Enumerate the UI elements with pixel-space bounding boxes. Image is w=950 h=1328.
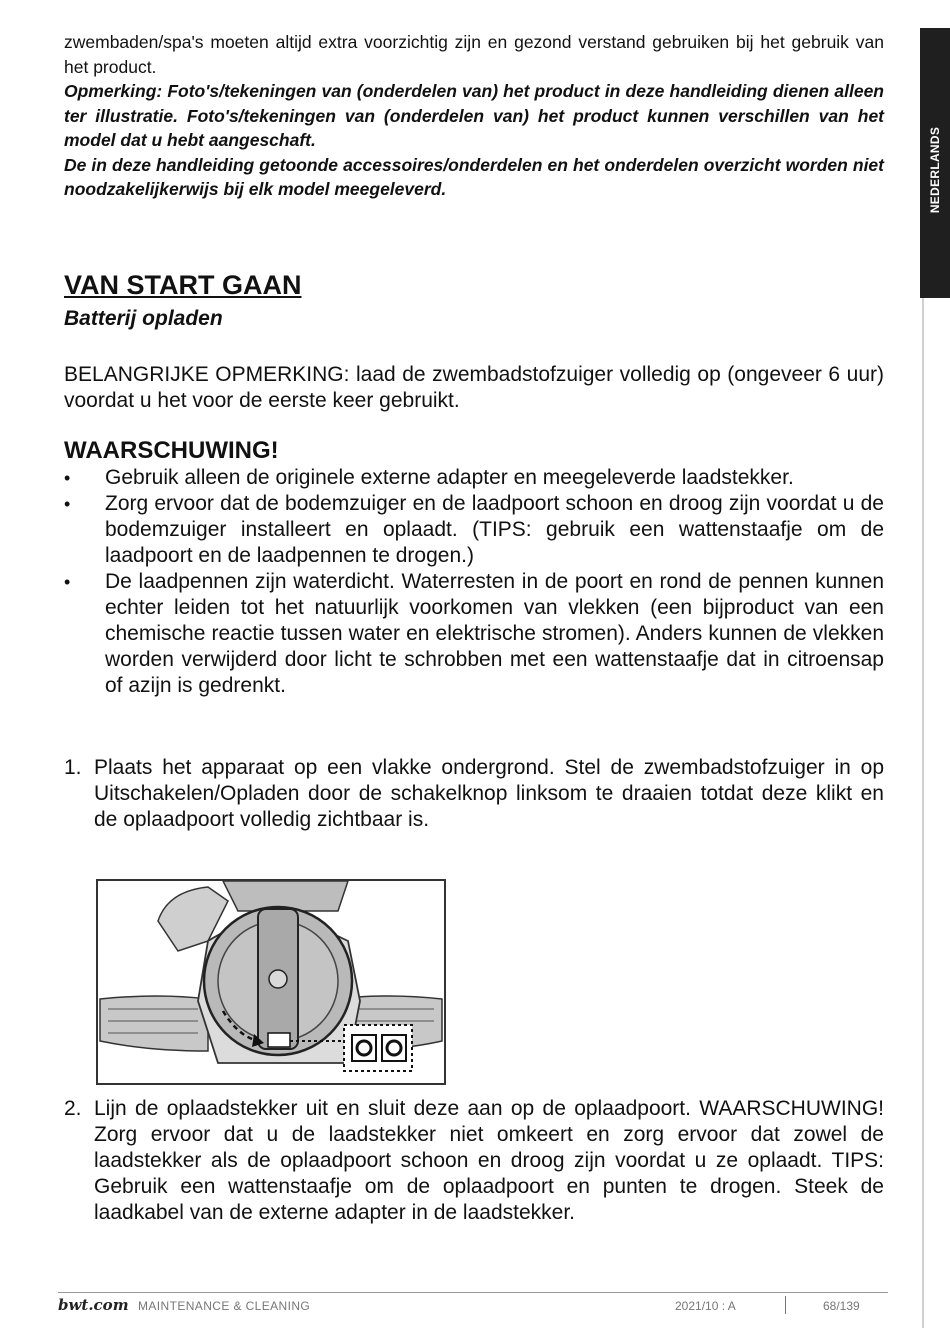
step-text: Plaats het apparaat op een vlakke ondergrond. Stel de zwembadstofzuiger in op Uitschakelen/Opladen door de schakelknop linksom te draaien totdat deze klikt en de oplaadpoort volledig zichtbaar is. bbox=[94, 756, 884, 831]
step-number: 1. bbox=[64, 756, 82, 779]
step-item bbox=[64, 1096, 884, 1226]
bullet-icon: • bbox=[64, 468, 71, 488]
language-tab-label: NEDERLANDS bbox=[928, 126, 942, 214]
intro-text: zwembaden/spa's moeten altijd extra voorzichtig zijn en gezond verstand gebruiken bij het gebruik van het product. bbox=[64, 32, 884, 77]
step-list-1 bbox=[64, 755, 884, 833]
warning-item-text: Gebruik alleen de originele externe adapter en meegeleverde laadstekker. bbox=[105, 466, 794, 489]
warning-item-text: De laadpennen zijn waterdicht. Waterresten in de poort en rond de pennen kunnen echter leiden tot het natuurlijk voorkomen van vlekken (een bijproduct van een chemische reactie tussen water en elektrische stromen). Anders kunnen de vlekken worden verwijderd door licht te schrobben met een wattenstaafje dat in citroensap of azijn is gedrenkt. bbox=[105, 570, 884, 697]
bullet-icon: • bbox=[64, 494, 71, 514]
step-text: Lijn de oplaadstekker uit en sluit deze aan op de oplaadpoort. WAARSCHUWING! Zorg ervoor dat u de laadstekker niet omkeert en zorg ervoor dat zowel de laadstekker als de oplaadpoort schoon en droog zijn voordat u ze oplaadt. TIPS: Gebruik een wattenstaafje om de oplaadpoort en punten te drogen. Steek de laadkabel van de externe adapter in de laadstekker. bbox=[94, 1097, 884, 1224]
step-item bbox=[64, 755, 884, 833]
footer-section: MAINTENANCE & CLEANING bbox=[138, 1299, 311, 1313]
step-list-2 bbox=[64, 1096, 884, 1226]
brand-logo: bwt.com bbox=[58, 1296, 129, 1314]
footer-separator bbox=[785, 1296, 786, 1314]
footer-divider bbox=[58, 1292, 888, 1293]
charging-port-illustration bbox=[96, 879, 446, 1085]
warning-item-text: Zorg ervoor dat de bodemzuiger en de laadpoort schoon en droog zijn voordat u de bodemzuiger installeert en oplaadt. (TIPS: gebruik een wattenstaafje om de laadpoort en de laadpennen te drogen.) bbox=[105, 492, 884, 567]
warning-item bbox=[64, 465, 884, 491]
subsection-title: Batterij opladen bbox=[64, 307, 223, 330]
accessories-note: De in deze handleiding getoonde accessoires/onderdelen en het onderdelen overzicht worden niet noodzakelijkerwijs bij elk model meegeleverd. bbox=[64, 154, 884, 199]
illustration-note: Opmerking: Foto's/tekeningen van (onderdelen van) het product in deze handleiding dienen alleen ter illustratie. Foto's/tekeningen van (onderdelen van) het product kunnen verschillen van het model dat u hebt aangeschaft. bbox=[64, 81, 884, 150]
section-title: VAN START GAAN bbox=[64, 270, 302, 300]
warning-item bbox=[64, 569, 884, 699]
important-note: BELANGRIJKE OPMERKING: laad de zwembadstofzuiger volledig op (ongeveer 6 uur) voordat u het voor de eerste keer gebruikt. bbox=[64, 363, 884, 412]
page-number: 68/139 bbox=[823, 1299, 860, 1313]
page-footer bbox=[58, 1296, 888, 1318]
warning-list bbox=[64, 465, 884, 699]
step-number: 2. bbox=[64, 1097, 82, 1120]
side-divider bbox=[922, 298, 924, 1328]
bullet-icon: • bbox=[64, 572, 71, 592]
pool-cleaner-drawing bbox=[98, 881, 444, 1083]
intro-block bbox=[64, 30, 884, 202]
language-tab bbox=[920, 28, 950, 298]
warning-title: WAARSCHUWING! bbox=[64, 437, 279, 464]
warning-item bbox=[64, 491, 884, 569]
footer-revision: 2021/10 : A bbox=[675, 1299, 736, 1313]
